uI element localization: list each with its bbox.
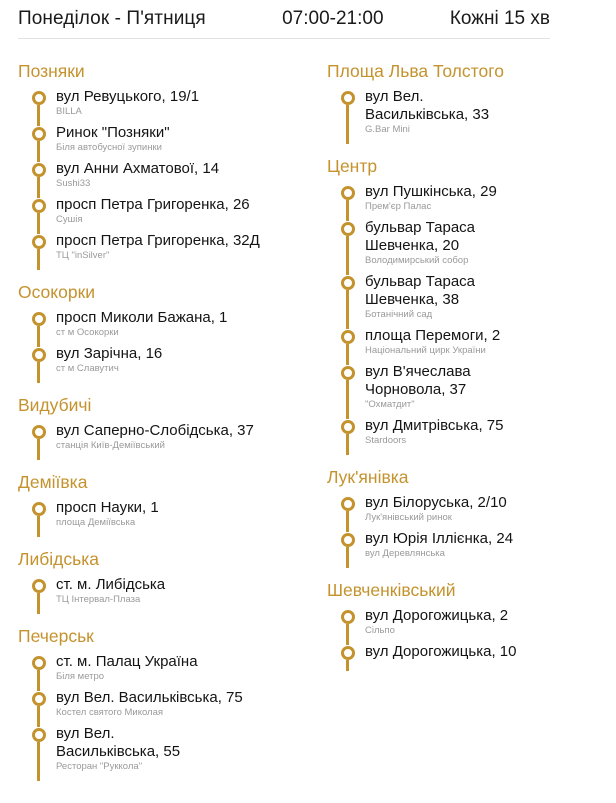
stop-name: вул Білоруська, 2/10: [365, 494, 507, 511]
stop-name: бульвар Тараса Шевченка, 20: [365, 219, 476, 254]
district-section: [18, 394, 314, 458]
stop-item: [18, 345, 314, 381]
district-section: [327, 60, 597, 142]
stop-landmark: площа Деміївська: [56, 517, 136, 528]
stop-item: [18, 309, 314, 345]
stop-landmark: ст м Славутич: [56, 363, 119, 374]
district-section: [327, 155, 597, 453]
district-title: Осокорки: [18, 282, 96, 302]
stop-landmark: Sushi33: [56, 178, 91, 189]
stop-landmark: Сільпо: [365, 625, 395, 636]
stop-list: [18, 422, 314, 458]
stop-landmark: Національний цирк України: [365, 345, 486, 356]
left-column: [18, 60, 314, 792]
stop-name: Ринок "Позняки": [56, 124, 170, 141]
stop-landmark: ТЦ Інтервал-Плаза: [56, 594, 141, 605]
stop-marker-icon: [341, 222, 355, 236]
stop-name: просп Миколи Бажана, 1: [56, 309, 228, 326]
stop-name: ст. м. Либідська: [56, 576, 166, 593]
stop-list: [18, 499, 314, 535]
stop-name: вул Вел. Васильківська, 75: [56, 689, 243, 706]
district-section: [327, 466, 597, 566]
stop-item: [18, 196, 314, 232]
route-line: [346, 236, 349, 275]
stop-marker-icon: [341, 533, 355, 547]
stop-landmark: Прем'єр Палас: [365, 201, 432, 212]
route-line: [37, 516, 40, 537]
route-line: [37, 706, 40, 727]
stop-item: [327, 273, 597, 327]
district-section: [18, 471, 314, 535]
district-title: Лук'янівка: [327, 467, 409, 487]
stop-landmark: ТЦ "inSilver": [56, 250, 110, 261]
district-title: Позняки: [18, 61, 85, 81]
schedule-header: [18, 6, 550, 32]
route-line: [37, 141, 40, 162]
district-section: [18, 60, 314, 268]
route-line: [37, 105, 40, 126]
stop-item: [18, 124, 314, 160]
stop-marker-icon: [32, 425, 46, 439]
stop-marker-icon: [32, 127, 46, 141]
stop-name: вул Дорогожицька, 10: [365, 643, 517, 660]
district-title: Либідська: [18, 549, 100, 569]
stop-landmark: вул Деревлянська: [365, 548, 445, 559]
stop-item: [18, 499, 314, 535]
district-title: Деміївка: [18, 472, 88, 492]
stop-marker-icon: [32, 502, 46, 516]
route-line: [37, 326, 40, 347]
stop-item: [327, 494, 597, 530]
district-section: [18, 281, 314, 381]
stop-item: [18, 422, 314, 458]
stop-item: [18, 232, 314, 268]
schedule-frequency: Кожні 15 хв: [449, 8, 550, 29]
route-line: [346, 511, 349, 532]
stop-name: вул Анни Ахматової, 14: [56, 160, 220, 177]
schedule-hours: 07:00-21:00: [282, 8, 384, 29]
district-section: [18, 548, 314, 612]
stop-landmark: Володимирський собор: [365, 255, 469, 266]
district-title: Видубичі: [18, 395, 92, 415]
district-title: Шевченківський: [327, 580, 456, 600]
stop-name: вул Юрія Іллієнка, 24: [365, 530, 514, 547]
stop-landmark: BILLA: [56, 106, 82, 117]
route-line: [37, 249, 40, 270]
stop-landmark: Біля метро: [56, 671, 105, 682]
stop-landmark: Ресторан "Руккола": [56, 761, 143, 772]
stop-marker-icon: [32, 728, 46, 742]
stop-marker-icon: [341, 420, 355, 434]
stop-marker-icon: [32, 199, 46, 213]
stop-marker-icon: [32, 91, 46, 105]
stop-landmark: Сушія: [56, 214, 83, 225]
route-line: [37, 742, 40, 781]
stop-item: [327, 417, 597, 453]
stop-item: [18, 88, 314, 124]
stop-list: [327, 607, 597, 669]
stop-name: ст. м. Палац Україна: [56, 653, 198, 670]
stop-marker-icon: [341, 366, 355, 380]
district-section: [327, 579, 597, 669]
stop-landmark: Лук'янівський ринок: [365, 512, 452, 523]
route-line: [37, 362, 40, 383]
route-line: [346, 660, 349, 671]
district-title: Центр: [327, 156, 378, 176]
route-line: [346, 200, 349, 221]
route-line: [37, 593, 40, 614]
route-line: [37, 177, 40, 198]
stop-marker-icon: [341, 646, 355, 660]
route-line: [346, 434, 349, 455]
stop-name: вул Ревуцького, 19/1: [56, 88, 200, 105]
stop-marker-icon: [341, 276, 355, 290]
stop-landmark: Stardoors: [365, 435, 407, 446]
route-line: [346, 290, 349, 329]
stop-name: бульвар Тараса Шевченка, 38: [365, 273, 476, 308]
stop-item: [327, 607, 597, 643]
stop-marker-icon: [32, 235, 46, 249]
route-line: [37, 213, 40, 234]
route-line: [346, 380, 349, 419]
stop-marker-icon: [341, 610, 355, 624]
district-section: [18, 625, 314, 779]
stop-landmark: ст м Осокорки: [56, 327, 119, 338]
stop-name: просп Петра Григоренка, 32Д: [56, 232, 260, 249]
stop-list: [18, 309, 314, 381]
right-column: [327, 60, 597, 682]
stop-marker-icon: [341, 91, 355, 105]
stop-list: [327, 494, 597, 566]
stop-name: площа Перемоги, 2: [365, 327, 501, 344]
stop-name: вул Дорогожицька, 2: [365, 607, 509, 624]
stop-marker-icon: [341, 497, 355, 511]
route-line: [346, 547, 349, 568]
stop-marker-icon: [32, 579, 46, 593]
district-title: Площа Льва Толстого: [327, 61, 504, 81]
stop-list: [327, 183, 597, 453]
stop-item: [327, 88, 597, 142]
stop-item: [18, 653, 314, 689]
stop-name: вул Саперно-Слобідська, 37: [56, 422, 254, 439]
stop-name: вул Вел. Васильківська, 55: [56, 725, 181, 760]
stop-name: вул Зарічна, 16: [56, 345, 163, 362]
stop-name: вул Дмитрівська, 75: [365, 417, 504, 434]
stop-item: [327, 643, 597, 669]
stop-landmark: Біля автобусної зупинки: [56, 142, 162, 153]
stop-item: [18, 576, 314, 612]
stop-landmark: Ботанічний сад: [365, 309, 433, 320]
stop-item: [327, 183, 597, 219]
stop-marker-icon: [32, 348, 46, 362]
stop-item: [327, 219, 597, 273]
header-divider: [18, 38, 550, 39]
stop-item: [327, 363, 597, 417]
stop-name: просп Науки, 1: [56, 499, 159, 516]
stop-landmark: Костел святого Миколая: [56, 707, 164, 718]
stop-name: просп Петра Григоренка, 26: [56, 196, 250, 213]
stop-landmark: G.Bar Mini: [365, 124, 410, 135]
route-line: [37, 439, 40, 460]
route-line: [346, 344, 349, 365]
stop-item: [18, 689, 314, 725]
stop-marker-icon: [32, 692, 46, 706]
stop-name: вул Пушкінська, 29: [365, 183, 497, 200]
stop-list: [327, 88, 597, 142]
stop-item: [18, 160, 314, 196]
stop-landmark: "Охматдит": [365, 399, 415, 410]
stop-name: вул Вел. Васильківська, 33: [365, 88, 490, 123]
stop-item: [18, 725, 314, 779]
stop-landmark: станція Київ-Деміївський: [56, 440, 165, 451]
stop-list: [18, 653, 314, 779]
route-line: [346, 105, 349, 144]
stop-marker-icon: [341, 186, 355, 200]
stop-marker-icon: [341, 330, 355, 344]
stop-marker-icon: [32, 656, 46, 670]
district-title: Печерськ: [18, 626, 94, 646]
stop-item: [327, 530, 597, 566]
stop-marker-icon: [32, 312, 46, 326]
stop-list: [18, 576, 314, 612]
stop-name: вул В'ячеслава Чорновола, 37: [365, 363, 471, 398]
route-line: [346, 624, 349, 645]
stop-item: [327, 327, 597, 363]
route-line: [37, 670, 40, 691]
stop-marker-icon: [32, 163, 46, 177]
stop-list: [18, 88, 314, 268]
schedule-days: Понеділок - П'ятниця: [18, 8, 206, 29]
